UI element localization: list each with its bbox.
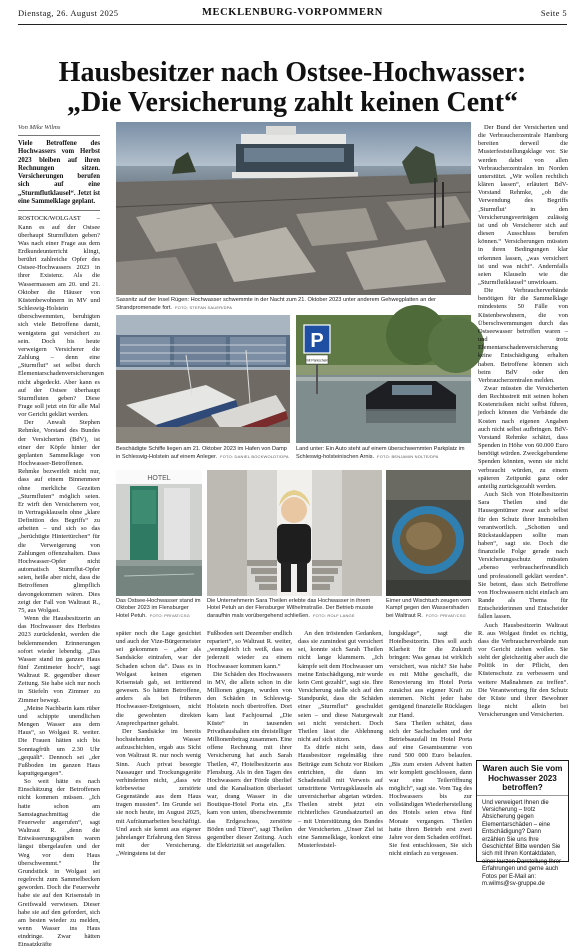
headline-line-1: Hausbesitzer nach Ostsee-Hochwasser:	[58, 57, 527, 88]
body-paragraph: Es dürfe nicht sein, dass Hausbesitzer regelmäßig ihre Beiträge zum Schutz vor Risiken entrichten, die dann im Schadensfall mit Verweis auf umstrittene Vertragsklauseln als unversicherbar abgetan würden. Theilen strebt jetzt ein richterliches Grundsatzurteil an – mit Unterstützung des Bundes der Versicherten. „Unser Ziel ist eine Sammelklage, konkret eine Musterfeststel-	[298, 744, 383, 850]
photo-hotel-petuh	[116, 470, 202, 596]
body-paragraph: Der Sandsäcke im bereits hochstehenden Wasser aufzuschichten, ergab aus Sicht von Waltraut R. nur noch wenig Sinn. Auch privat besorgte Nassauger und Trockungsgeräte verhinderten nicht, „dass wir körbeweise zerstörte Gegenstände aus dem Haus tragen mussten“. Im Grunde sei sie noch heute, im August 2025, mit Aufräumarbeiten beschäftigt. Und auch sie kennt aus eigener jahrelanger Erfahrung den Stress mit der Versicherung. „Weingstens ist der	[116, 727, 201, 858]
caption-text: Das Ostsee-Hochwasser stand im Oktober 2023 im Flensburger Hotel Petuh.	[116, 598, 201, 619]
body-paragraph: An den tröstenden Gedanken, dass sie zumindest gut versichert sei, konnte sich Sarah Theilen nicht lange klammern. „Ich kämpfe seit dem Hochwasser um meine Entschädigung, mir wurde kein Cent gezahlt“, sagt sie. Ihre Versicherung stelle sich auf den Standpunkt, dass die Schäden einer „Sturmflut“ geschuldet seien – und diese Naturgewalt sei nicht versichert. Doch Theilen lässt die Ablehnung nicht auf sich sitzen.	[298, 630, 383, 744]
caption-text: Sassnitz auf der Insel Rügen: Hochwasser schwemmte in der Nacht zum 21. Oktober 2023 unter anderem Gehwegplatten an der Strandpromenade fort.	[116, 297, 436, 311]
car-caption	[296, 446, 471, 461]
main-photo-sassnitz	[116, 122, 471, 295]
body-paragraph: ROSTOCK/WOLGAST – Kann es auf der Ostsee überhaupt Sturmfluten geben? Was nach einer Frage aus dem Erdkundeunterricht klingt, berührt zahlreiche Opfer des Ostsee-Hochwassers 2023 in ihrer Existenz. Als die Wassermassen am 20. und 21. Oktober die Häuser von Küstenbewohnern in MV und Schleswig-Holstein überschwemmten, beruhigten sich viele Betroffene damit, wenigstens gut versichert zu sein. Doch bis heute verweigern Versicherer die Zahlung – denn eine „Sturmflut“ sei selbst durch Elementarschadenversicherungen nicht abgedeckt. Aber kann es auf der Ostsee überhaupt Sturmfluten geben? Diese Frage soll jetzt ein für alle Mal vor Gericht geklärt werden.	[18, 215, 104, 419]
article-column-5	[389, 630, 472, 860]
owner-caption	[207, 598, 382, 620]
body-paragraph: So weit hätte es nach Einschätzung der Betroffenen nicht kommen müssen. „Ich hatte schon am Samstagnachmittag die Feuerwehr angerufen“, sagt Waltraut R. „denn die Entwässerungsgräben waren längst übergelaufen und der Weg vor dem Haus überschwemmt.“ Ihr Grundstück in Wolgast sei regelrecht zum Sammelbecken geworden. Doch die Feuerwehr habe sie auf den Krisenstab in Greifswald verwiesen. Dieser habe sie auf den gefordert, sich am besten wieder zu melden, wenn Wasser ins Haus eindringe. Zwar hätten Einsatzkräfte	[18, 778, 100, 949]
body-paragraph: Der Anwalt Stephen Rehmke, Vorstand des Bundes der Versicherten (BdV), ist einer der Köpfe hinter der geplanten Sammelklage von Hochwasser-Betroffenen. Rehmke bezweifelt nicht nur, dass auf einem Binnenmeer ohne merkliche Gezeiten „Sturmfluten“ möglich seien. Er wirft den Versicherern vor, in Vertragsklauseln ohne „klare Definition des Begriffs“ zu arbeiten – und sich so das „berüchtigte Hintertürchen“ für die Verweigerung von Zahlungen offenzuhalten. Dass Hochwasser-Opfer nicht automatisch Sturmflut-Opfer seien, heiße aber nicht, dass die Betroffenen glimpflich davongekommen wären. Dies zeigt der Fall von Waltraut R., 75, aus Wolgast.	[18, 419, 100, 614]
photo-ships-damp	[116, 315, 290, 443]
parking-sign-text: mit Parkschein	[305, 358, 329, 363]
lead-paragraph: Viele Betroffene des Hochwassers vom Herbst 2023 bleiben auf ihren Rechnungen sitzen. Versicherungen berufen sich auf eine „Sturmflutklausel“. Jetzt ist eine Sammelklage geplant.	[18, 140, 100, 206]
photo-credit: FOTO: PRIVAT/CSG	[149, 613, 190, 618]
caption-text: Die Unternehmerin Sara Theilen erlebte das Hochwasser in ihrem Hotel Petuh an der Flensburger Wilhelmstraße. Der Betrieb musste daraufhin mals vorübergehend schließen.	[207, 598, 374, 619]
parking-sign-letter: P	[310, 330, 324, 352]
photo-flooded-parking	[296, 315, 471, 443]
body-paragraph: Der Bund der Versicherten und die Verbraucherzentrale Hamburg bereiten derweil die Musterfeststellungsklage vor. Sie werden dabei von allen Verbraucherzentralen im Norden unterstützt. „Wir wollen rechtlich klären lassen“, erläutert BdV-Vorstand Rehmke, „ob die Verwendung des Begriffs ‚Sturmflut‘ in den Versicherungsverträgen zulässig ist und ob Versicherer sich auf diesen Ausschluss berufen können.“ Versicherungen müssten in ihren Bedingungen klar erkennen lassen, „was versichert ist und was nicht“. Andernfalls seien Klauseln wie die „Sturmflutklausel“ unwirksam.	[478, 124, 568, 286]
body-paragraph: Fußboden seit Dezember endlich repariert“, so Waltraut R. weiter, „wenngleich ich weiß, dass es jederzeit wieder zu einem Hochwasser kommen kann.“	[207, 630, 292, 670]
photo-owner-theilen	[207, 470, 382, 596]
body-paragraph: Auch Sich von Hotelbesitzerin Sara Theilen sind die Hausegentümer zwar auch selbst für den Schutz ihrer Immobilien verantwortlich. „Schotten und Rückstauklappen sollte man haben“, sagt sie. Doch die finanzielle Folge gerade nach Versicherungsschutz müssten „ebenso verbraucherfreundlich und professionell geklärt werden“. Sie betont, dass sich Betroffene von Hochwassern nicht einfach am Rande als Thema für Entscheiderinnen und Entscheider fallen lassen.	[478, 491, 568, 621]
reader-call-title: Waren auch Sie vom Hochwasser 2023 betroffen?	[477, 761, 568, 796]
sassnitz-promenade-image	[116, 122, 471, 295]
article-column-6	[478, 124, 568, 754]
body-paragraph: Die Verbraucherverbände benötigen für die Sammelklage mindestens 50 Fälle von Küstenbewohnern, die von Überschwemmungen durch das Ostseewasser betroffen waren – und trotz Elementarschadenversicherung keine Entschädigung erhalten haben. Betroffene können sich beim BdV oder den Verbraucherzentralen melden.	[478, 287, 568, 384]
photo-credit: FOTO: ROLF LANGE	[312, 613, 355, 618]
section-title: MECKLENBURG-VORPOMMERN	[202, 7, 383, 18]
article-column-1	[18, 124, 104, 949]
photo-credit: FOTO: STEFAN SAUER/DPA	[174, 305, 233, 310]
article-column-4	[298, 630, 383, 860]
headline	[18, 58, 567, 118]
reader-call-body: Und verweigert Ihnen die Versicherung – trotz Absicherung gegen Elementarschäden – eine Entschädigung? Dann erzählen Sie uns Ihre Geschichte! Bitte wenden Sie sich mit Ihren Kontaktdaten, einer kurzen Darstellung Ihrer Erfahrungen und gerne auch Fotos per E-Mail an: m.wilms@sv-gruppe.de	[482, 799, 562, 887]
flooded-car-image	[296, 315, 471, 443]
article-column-2	[116, 630, 201, 860]
caption-text: Beschädigte Schiffe liegen am 21. Oktober 2023 im Hafen von Damp in Schleswig-Holstein auf einem Anleger.	[116, 446, 287, 460]
photo-bucket	[386, 470, 471, 596]
caption-text: Land unter: Ein Auto steht auf einem überschwemmten Parkplatz im Schleswig-holsteinischen Arnis.	[296, 446, 465, 460]
ships-caption	[116, 446, 290, 461]
hotel-owner-image	[207, 470, 382, 596]
masthead	[18, 6, 567, 25]
body-paragraph: Zwar müssten die Versicherten den Rechtsstreit mit seinen hohen Kostenrisiken nicht selbst führen, jedoch können die Verbände die Kosten nach eigenen Angaben auch nicht selbst aufbringen. BdV-Vorstand Rehmke schätzt, dass Spenden in Höhe von 60.000 Euro benötigt würden. Zweckgebundene Spenden könnten, wenn sie nicht verbraucht würden, zu einem späteren Zeitpunkt ganz oder anteilig zurückgezahlt werden.	[478, 385, 568, 490]
body-paragraph: Wenn die Hausbesitzerin an das Hochwasser des Herbstes 2023 zurückdenkt, werden die beklemmenden Erinnerungen sofort wieder lebendig. „Das Wasser stand im ganzen Haus fünf Zentimeter hoch“, sagt Waltraut R. gegenüber dieser Zeitung. Sie habe sich nur noch in Stiefeln von Zimmer zu Zimmer bewegt.	[18, 615, 100, 704]
caption-text: Eimer und Wischtuch zeugen vom Kampf gegen den Wassershaden bei Waltraut R.	[386, 598, 471, 619]
body-paragraph: „Meine Nachbarin kam rüber und schippte unendlichen Mengen Wasser aus dem Haus“, so Wolgast R. weiter. Die Frauen hätten sich bis Sonntagfrüh um 2.30 Uhr „gequält“. Dennoch sei „der Fußboden im ganzen Haus kaputtgegangen“.	[18, 704, 100, 777]
page-number: Seite 5	[540, 8, 567, 18]
article-column-3	[207, 630, 292, 860]
body-paragraph: lungsklage“, sagt die Hotelbesitzerin. Dies soll auch Klarheit für die Zukunft bringen: Was genau ist wirklich versichert, was nicht? Sie habe es mit Mühe geschafft, die Renovierung im Hotel Porta zunächst aus eigener Kraft zu stemmen. Nicht jeder habe genügend finanzielle Rücklagen zur Hand.	[389, 630, 472, 719]
photo-credit: FOTO: DANIEL BOCKWOLDT/DPA	[220, 454, 289, 459]
body-paragraph: Sara Theilen schätzt, dass sich der Sachschaden und der Betriebsausfall im Hotel Porta auf eine Gesamtsumme von rund 500 000 Euro belaufen. „Bis zum ersten Advent hatten wir komplett geschlossen, dann war eine Teileröffnung möglich“, sagt sie. Vom Tag des Hochwassers bis zur vollständigen Wiederherstellung des Hotels seien etwa fünf Monate vergangen. Theilen hatte ihren Betrieb erst zwei Jahre vor dem Schaden eröffnet. Sie fest entschlossen, Sie sich nicht einfach zu vergessen.	[389, 719, 472, 858]
damaged-ships-image	[116, 315, 290, 443]
bucket-mop-image	[386, 470, 471, 596]
reader-call-box	[476, 760, 569, 887]
body-paragraph: später noch die Lage gesichtet und auch der Vize-Bürgermeister sei gekommen – „aber als Sandsäcke eintrafen, war der Schaden schon da“. Dass es in Wolgast keinen eigenen Krisenstab gab, sei irritierend gewesen. So hätten Betroffene, anders als bei früheren Hochwasser-Ereignissen, nicht die gewohnten direkten Ansprechpartner gehabt.	[116, 630, 201, 727]
hotel-sign: HOTEL	[147, 475, 171, 482]
headline-line-2: „Die Versicherung zahlt keinen Cent“	[66, 87, 519, 118]
photo-credit: FOTO: PRIVAT/CSG	[425, 613, 466, 618]
hotel-flood-image	[116, 470, 202, 596]
hotel-caption	[116, 598, 202, 620]
photo-credit: FOTO: BENJAMIN NOLTE/DPA	[377, 454, 439, 459]
issue-date: Dienstag, 26. August 2025	[18, 8, 119, 18]
byline: Von Mike Wilms	[18, 124, 61, 131]
body-paragraph: Die Schäden des Hochwassers in MV, die allein schon in die Millionen gingen, wurden von den Schäden in Schleswig-Holstein noch übertroffen. Dort kam laut Fachjournal „Die Küste“ in tausenden Privathaushalten ein dreistelliger Millionenbetrag zusammen. Eine offene Rechnung mit ihrer Versicherung hat auch Sarah Theilen, 47, Hotelbesitzerin aus Flensburg. Als in den Tagen des Hochwassers der Förde überlief und die Kanalisation überlastet war, drang Wasser in die Boutique-Hotel Porta ein. „Es kam von unten, überschwemmte das Erdgeschoss, zerstörte Böden und Türen“, sagt Theilen gegenüber dieser Zeitung. Auch die Elektrizität sei ausgefallen.	[207, 670, 293, 850]
bucket-caption	[386, 598, 471, 620]
body-paragraph: Auch Hausbesitzerin Waltraut R. aus Wolgast findet es richtig, dass die Verbraucherverbände nun vor Gericht ziehen wollen. Sie sieht der gleichzeitig aber auch die Politik in der Pflicht, den Küstenschutz zu verbessern und weitere Maßnahmen zu treffen“. Die Verantwortung für den Schutz der Küste und ihrer Bewohner liege nicht allein bei Versicherungen und Versicherten.	[478, 621, 568, 719]
